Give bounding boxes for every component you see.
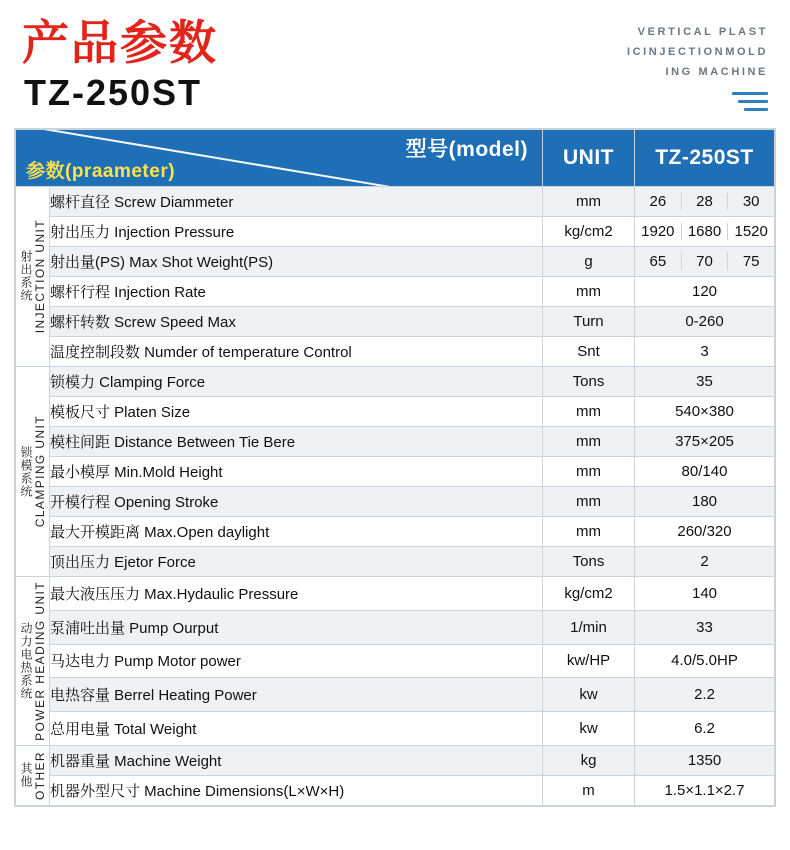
- value-sub-cell: 1680: [681, 223, 728, 240]
- parameter-name-cell: 最小模厚 Min.Mold Height: [50, 457, 543, 487]
- table-header: [16, 130, 775, 187]
- value-sub-cell: 65: [649, 253, 667, 270]
- table-row: [16, 217, 775, 247]
- unit-cell: mm: [543, 427, 635, 457]
- unit-cell: mm: [543, 277, 635, 307]
- table-row: [16, 678, 775, 712]
- group-label-en: POWER HEADING UNIT: [33, 581, 47, 741]
- parameter-name-cell: 电热容量 Berrel Heating Power: [50, 678, 543, 712]
- parameter-name-cell: 最大开模距离 Max.Open daylight: [50, 517, 543, 547]
- header-english-caption: [548, 22, 768, 82]
- table-body: [16, 187, 775, 806]
- value-cell: 1350: [635, 745, 775, 775]
- value-sub-cell: 75: [727, 253, 774, 270]
- en-caption-line-1: VERTICAL PLAST: [637, 26, 768, 38]
- menu-bar-2: [738, 100, 768, 103]
- table-row: [16, 775, 775, 805]
- value-cell: [635, 187, 775, 217]
- parameter-name-cell: 螺杆行程 Injection Rate: [50, 277, 543, 307]
- parameter-name-cell: 模柱间距 Distance Between Tie Bere: [50, 427, 543, 457]
- unit-cell: kw: [543, 678, 635, 712]
- table-row: [16, 367, 775, 397]
- value-cell: 0-260: [635, 307, 775, 337]
- unit-cell: Tons: [543, 547, 635, 577]
- parameter-name-cell: 机器外型尺寸 Machine Dimensions(L×W×H): [50, 775, 543, 805]
- parameter-name-cell: 最大液压压力 Max.Hydaulic Pressure: [50, 577, 543, 611]
- page-title-model: TZ-250ST: [24, 72, 203, 114]
- table-row: [16, 307, 775, 337]
- parameter-name-cell: 泵浦吐出量 Pump Ourput: [50, 610, 543, 644]
- unit-cell: g: [543, 247, 635, 277]
- table-row: [16, 397, 775, 427]
- value-cell: 140: [635, 577, 775, 611]
- parameter-name-cell: 总用电量 Total Weight: [50, 712, 543, 746]
- group-label-2: [16, 367, 50, 577]
- hamburger-menu-icon[interactable]: [732, 92, 768, 116]
- en-caption-line-3: ING MACHINE: [665, 66, 768, 78]
- group-label-cn: 其他: [19, 762, 33, 789]
- value-cell: 540×380: [635, 397, 775, 427]
- parameter-name-cell: 机器重量 Machine Weight: [50, 745, 543, 775]
- table-row: [16, 427, 775, 457]
- group-label-en: INJECTION UNIT: [33, 219, 47, 334]
- corner-model-label: 型号(model): [405, 138, 528, 161]
- en-caption-line-2: ICINJECTIONMOLD: [626, 46, 768, 58]
- unit-cell: kw: [543, 712, 635, 746]
- menu-bar-3: [744, 108, 768, 111]
- parameter-name-cell: 开模行程 Opening Stroke: [50, 487, 543, 517]
- value-cell: 1.5×1.1×2.7: [635, 775, 775, 805]
- specification-table-wrap: [14, 128, 776, 807]
- value-sub-cell: 26: [649, 193, 667, 210]
- table-row: [16, 547, 775, 577]
- group-label-cn: 锁模系统: [19, 445, 33, 498]
- table-row: [16, 610, 775, 644]
- specification-table: [15, 129, 775, 806]
- value-sub-cell: 30: [727, 193, 774, 210]
- group-label-cn: 动力电热系统: [19, 621, 33, 700]
- group-label-en: OTHER: [33, 750, 47, 800]
- table-row: [16, 517, 775, 547]
- menu-bar-1: [732, 92, 768, 95]
- page-header: [0, 0, 790, 120]
- table-row: [16, 457, 775, 487]
- table-row: [16, 577, 775, 611]
- unit-cell: mm: [543, 187, 635, 217]
- unit-cell: mm: [543, 457, 635, 487]
- parameter-name-cell: 顶出压力 Ejetor Force: [50, 547, 543, 577]
- parameter-name-cell: 射出量(PS) Max Shot Weight(PS): [50, 247, 543, 277]
- value-cell: 3: [635, 337, 775, 367]
- value-cell: 375×205: [635, 427, 775, 457]
- value-cell: 120: [635, 277, 775, 307]
- unit-cell: kw/HP: [543, 644, 635, 678]
- unit-cell: kg/cm2: [543, 217, 635, 247]
- column-header-unit: UNIT: [543, 130, 635, 187]
- table-row: [16, 644, 775, 678]
- unit-cell: kg: [543, 745, 635, 775]
- group-label-4: [16, 745, 50, 805]
- unit-cell: Snt: [543, 337, 635, 367]
- unit-cell: m: [543, 775, 635, 805]
- unit-cell: kg/cm2: [543, 577, 635, 611]
- value-cell: 4.0/5.0HP: [635, 644, 775, 678]
- value-cell: 260/320: [635, 517, 775, 547]
- value-sub-cell: 1520: [727, 223, 774, 240]
- unit-cell: mm: [543, 487, 635, 517]
- table-row: [16, 745, 775, 775]
- table-row: [16, 277, 775, 307]
- value-cell: 33: [635, 610, 775, 644]
- value-sub-cell: 1920: [641, 223, 675, 240]
- value-cell: 6.2: [635, 712, 775, 746]
- group-label-3: [16, 577, 50, 746]
- parameter-name-cell: 温度控制段数 Numder of temperature Control: [50, 337, 543, 367]
- table-corner-header: [16, 130, 543, 187]
- unit-cell: mm: [543, 517, 635, 547]
- value-cell: 2.2: [635, 678, 775, 712]
- value-cell: [635, 247, 775, 277]
- parameter-name-cell: 锁模力 Clamping Force: [50, 367, 543, 397]
- unit-cell: 1/min: [543, 610, 635, 644]
- table-row: [16, 337, 775, 367]
- table-row: [16, 487, 775, 517]
- value-cell: 35: [635, 367, 775, 397]
- table-row: [16, 187, 775, 217]
- value-cell: 2: [635, 547, 775, 577]
- unit-cell: mm: [543, 397, 635, 427]
- table-row: [16, 247, 775, 277]
- parameter-name-cell: 螺杆直径 Screw Diammeter: [50, 187, 543, 217]
- value-cell: 80/140: [635, 457, 775, 487]
- column-header-model: TZ-250ST: [635, 130, 775, 187]
- group-label-1: [16, 187, 50, 367]
- corner-parameter-label: 参数(praameter): [26, 161, 176, 182]
- parameter-name-cell: 射出压力 Injection Pressure: [50, 217, 543, 247]
- table-row: [16, 712, 775, 746]
- parameter-name-cell: 马达电力 Pump Motor power: [50, 644, 543, 678]
- value-sub-cell: 70: [681, 253, 728, 270]
- unit-cell: Tons: [543, 367, 635, 397]
- value-sub-cell: 28: [681, 193, 728, 210]
- group-label-en: CLAMPING UNIT: [33, 415, 47, 528]
- value-cell: 180: [635, 487, 775, 517]
- parameter-name-cell: 模板尺寸 Platen Size: [50, 397, 543, 427]
- page-title-cn: 产品参数: [22, 16, 218, 69]
- unit-cell: Turn: [543, 307, 635, 337]
- value-cell: [635, 217, 775, 247]
- parameter-name-cell: 螺杆转数 Screw Speed Max: [50, 307, 543, 337]
- group-label-cn: 射出系统: [19, 250, 33, 303]
